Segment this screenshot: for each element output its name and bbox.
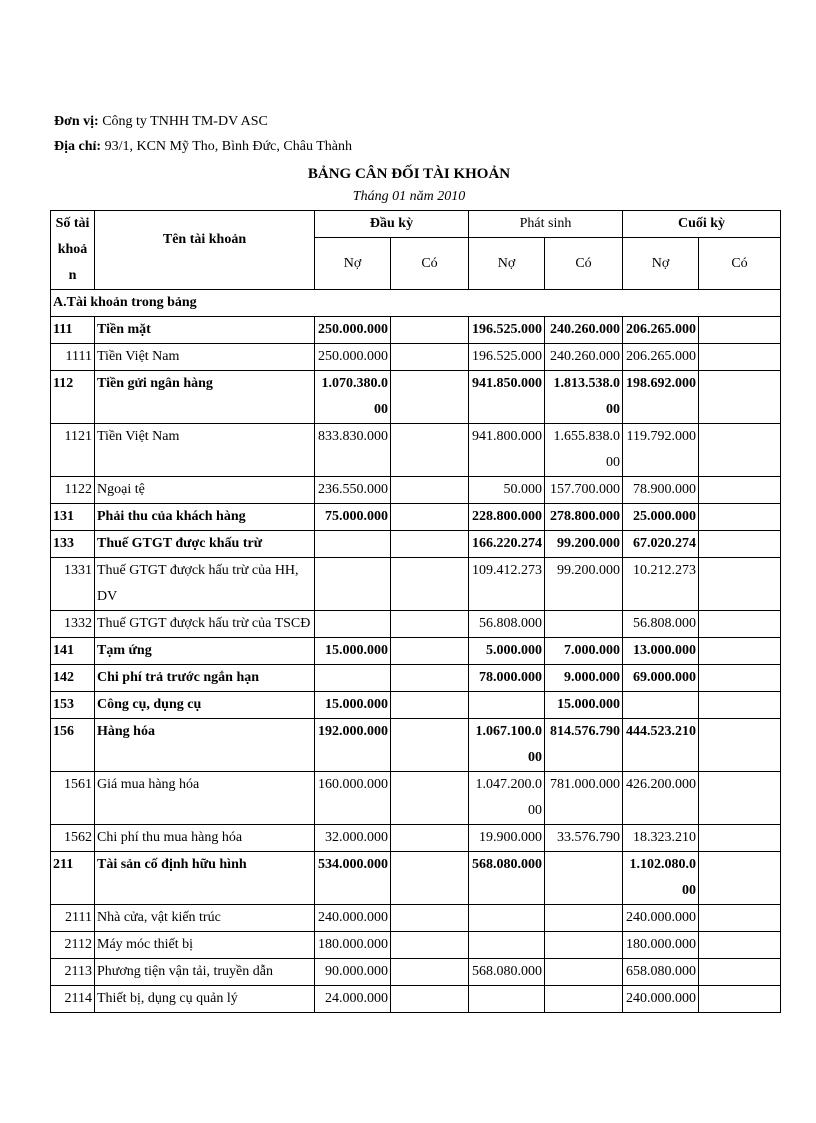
account-name: Tiền Việt Nam	[95, 344, 315, 371]
closing-credit	[699, 852, 781, 905]
account-name: Chi phí thu mua hàng hóa	[95, 825, 315, 852]
opening-credit	[391, 344, 469, 371]
opening-credit	[391, 719, 469, 772]
account-code: 141	[51, 638, 95, 665]
movement-debit: 941.800.000	[469, 424, 545, 477]
account-name: Tiền gửi ngân hàng	[95, 371, 315, 424]
closing-debit: 25.000.000	[623, 504, 699, 531]
closing-credit	[699, 371, 781, 424]
opening-debit: 236.550.000	[315, 477, 391, 504]
account-name: Thiết bị, dụng cụ quản lý	[95, 986, 315, 1013]
closing-credit	[699, 665, 781, 692]
account-name: Công cụ, dụng cụ	[95, 692, 315, 719]
movement-credit: 7.000.000	[545, 638, 623, 665]
closing-debit: 1.102.080.000	[623, 852, 699, 905]
movement-credit: 99.200.000	[545, 531, 623, 558]
account-code: 142	[51, 665, 95, 692]
closing-debit: 119.792.000	[623, 424, 699, 477]
opening-credit	[391, 558, 469, 611]
opening-debit: 240.000.000	[315, 905, 391, 932]
opening-credit	[391, 531, 469, 558]
account-name: Hàng hóa	[95, 719, 315, 772]
account-code: 112	[51, 371, 95, 424]
table-row	[51, 344, 781, 371]
table-row	[51, 772, 781, 825]
unit-value: Công ty TNHH TM-DV ASC	[98, 114, 268, 129]
table-row	[51, 611, 781, 638]
opening-credit-header: Có	[391, 238, 469, 290]
movement-debit: 941.850.000	[469, 371, 545, 424]
table-row	[51, 558, 781, 611]
closing-credit	[699, 692, 781, 719]
opening-credit	[391, 986, 469, 1013]
movement-debit: 568.080.000	[469, 959, 545, 986]
group-opening-header: Đầu kỳ	[315, 211, 469, 238]
opening-credit	[391, 371, 469, 424]
movement-credit	[545, 611, 623, 638]
account-code: 1331	[51, 558, 95, 611]
closing-debit: 67.020.274	[623, 531, 699, 558]
address-label: Địa chỉ:	[54, 139, 102, 154]
account-code: 2112	[51, 932, 95, 959]
table-row	[51, 638, 781, 665]
section-a-heading: A.Tài khoản trong bảng	[51, 290, 781, 317]
opening-debit: 250.000.000	[315, 317, 391, 344]
table-row	[51, 424, 781, 477]
opening-debit: 90.000.000	[315, 959, 391, 986]
closing-debit: 56.808.000	[623, 611, 699, 638]
opening-credit	[391, 638, 469, 665]
opening-debit: 160.000.000	[315, 772, 391, 825]
movement-debit: 109.412.273	[469, 558, 545, 611]
movement-credit	[545, 959, 623, 986]
closing-debit: 444.523.210	[623, 719, 699, 772]
account-name: Phải thu của khách hàng	[95, 504, 315, 531]
account-code: 2113	[51, 959, 95, 986]
account-code: 211	[51, 852, 95, 905]
col-name-header: Tên tài khoản	[95, 211, 315, 290]
movement-debit: 1.047.200.000	[469, 772, 545, 825]
closing-credit	[699, 638, 781, 665]
closing-debit: 206.265.000	[623, 317, 699, 344]
opening-debit	[315, 665, 391, 692]
account-name: Tiền Việt Nam	[95, 424, 315, 477]
col-code-header: Số tài khoả n	[51, 211, 95, 290]
table-row	[51, 905, 781, 932]
table-row	[51, 932, 781, 959]
closing-credit	[699, 477, 781, 504]
movement-credit: 781.000.000	[545, 772, 623, 825]
movement-credit	[545, 852, 623, 905]
opening-debit: 75.000.000	[315, 504, 391, 531]
account-code: 1332	[51, 611, 95, 638]
closing-credit	[699, 611, 781, 638]
table-row	[51, 852, 781, 905]
account-code: 1111	[51, 344, 95, 371]
movement-credit: 99.200.000	[545, 558, 623, 611]
opening-debit	[315, 611, 391, 638]
opening-debit-header: Nợ	[315, 238, 391, 290]
closing-credit	[699, 825, 781, 852]
movement-credit: 33.576.790	[545, 825, 623, 852]
account-code: 133	[51, 531, 95, 558]
table-row	[51, 959, 781, 986]
closing-credit	[699, 424, 781, 477]
movement-credit: 9.000.000	[545, 665, 623, 692]
account-name: Tiền mặt	[95, 317, 315, 344]
opening-debit: 180.000.000	[315, 932, 391, 959]
movement-credit: 157.700.000	[545, 477, 623, 504]
closing-credit	[699, 772, 781, 825]
closing-debit: 18.323.210	[623, 825, 699, 852]
opening-credit	[391, 905, 469, 932]
balance-table	[50, 210, 781, 1013]
movement-credit: 814.576.790	[545, 719, 623, 772]
movement-debit: 5.000.000	[469, 638, 545, 665]
movement-debit: 166.220.274	[469, 531, 545, 558]
movement-credit	[545, 986, 623, 1013]
opening-credit	[391, 424, 469, 477]
table-row	[51, 825, 781, 852]
account-code: 111	[51, 317, 95, 344]
closing-credit	[699, 959, 781, 986]
movement-debit: 196.525.000	[469, 344, 545, 371]
closing-credit	[699, 531, 781, 558]
account-name: Máy móc thiết bị	[95, 932, 315, 959]
address-value: 93/1, KCN Mỹ Tho, Bình Đức, Châu Thành	[101, 139, 352, 154]
table-row	[51, 986, 781, 1013]
account-code: 1121	[51, 424, 95, 477]
account-name: Chi phí trả trước ngắn hạn	[95, 665, 315, 692]
opening-credit	[391, 959, 469, 986]
closing-debit: 69.000.000	[623, 665, 699, 692]
movement-debit: 50.000	[469, 477, 545, 504]
movement-credit: 15.000.000	[545, 692, 623, 719]
account-name: Nhà cửa, vật kiến trúc	[95, 905, 315, 932]
movement-debit	[469, 692, 545, 719]
opening-credit	[391, 665, 469, 692]
unit-label: Đơn vị:	[54, 114, 99, 129]
table-row	[51, 665, 781, 692]
movement-debit	[469, 905, 545, 932]
movement-debit	[469, 932, 545, 959]
opening-credit	[391, 477, 469, 504]
account-code: 1561	[51, 772, 95, 825]
closing-debit	[623, 692, 699, 719]
opening-debit: 24.000.000	[315, 986, 391, 1013]
account-code: 2114	[51, 986, 95, 1013]
movement-debit	[469, 986, 545, 1013]
closing-credit	[699, 719, 781, 772]
account-code: 131	[51, 504, 95, 531]
movement-credit: 240.260.000	[545, 317, 623, 344]
closing-credit	[699, 986, 781, 1013]
closing-debit: 426.200.000	[623, 772, 699, 825]
closing-debit: 206.265.000	[623, 344, 699, 371]
movement-debit: 196.525.000	[469, 317, 545, 344]
closing-debit: 240.000.000	[623, 905, 699, 932]
account-name: Giá mua hàng hóa	[95, 772, 315, 825]
movement-debit: 78.000.000	[469, 665, 545, 692]
table-row	[51, 317, 781, 344]
closing-debit: 10.212.273	[623, 558, 699, 611]
opening-debit	[315, 558, 391, 611]
account-name: Ngoại tệ	[95, 477, 315, 504]
table-row	[51, 692, 781, 719]
opening-debit: 15.000.000	[315, 692, 391, 719]
movement-credit	[545, 905, 623, 932]
opening-debit	[315, 531, 391, 558]
account-code: 1562	[51, 825, 95, 852]
document-title: BẢNG CÂN ĐỐI TÀI KHOẢN	[307, 166, 511, 182]
opening-credit	[391, 772, 469, 825]
group-movement-header: Phát sinh	[469, 211, 623, 238]
opening-credit	[391, 317, 469, 344]
opening-credit	[391, 504, 469, 531]
movement-debit: 568.080.000	[469, 852, 545, 905]
opening-debit: 250.000.000	[315, 344, 391, 371]
account-name: Phương tiện vận tải, truyền dẫn	[95, 959, 315, 986]
movement-debit: 56.808.000	[469, 611, 545, 638]
account-code: 2111	[51, 905, 95, 932]
closing-debit-header: Nợ	[623, 238, 699, 290]
account-name: Thuế GTGT đượck hấu trừ của HH, DV	[95, 558, 315, 611]
account-name: Tài sản cố định hữu hình	[95, 852, 315, 905]
opening-debit: 192.000.000	[315, 719, 391, 772]
closing-credit	[699, 932, 781, 959]
movement-debit: 1.067.100.000	[469, 719, 545, 772]
movement-credit: 1.813.538.000	[545, 371, 623, 424]
opening-credit	[391, 692, 469, 719]
document-subtitle: Tháng 01 năm 2010	[352, 189, 466, 204]
account-name: Thuế GTGT đượck hấu trừ của TSCĐ	[95, 611, 315, 638]
closing-credit	[699, 504, 781, 531]
opening-debit: 1.070.380.000	[315, 371, 391, 424]
account-code: 1122	[51, 477, 95, 504]
group-closing-header: Cuối kỳ	[623, 211, 781, 238]
address-line	[54, 139, 352, 155]
closing-debit: 658.080.000	[623, 959, 699, 986]
movement-debit: 228.800.000	[469, 504, 545, 531]
closing-debit: 240.000.000	[623, 986, 699, 1013]
table-row	[51, 504, 781, 531]
opening-debit: 15.000.000	[315, 638, 391, 665]
movement-debit: 19.900.000	[469, 825, 545, 852]
account-code: 156	[51, 719, 95, 772]
opening-credit	[391, 825, 469, 852]
movement-credit-header: Có	[545, 238, 623, 290]
account-code: 153	[51, 692, 95, 719]
movement-debit-header: Nợ	[469, 238, 545, 290]
table-row	[51, 477, 781, 504]
opening-credit	[391, 611, 469, 638]
closing-debit: 78.900.000	[623, 477, 699, 504]
table-row	[51, 531, 781, 558]
opening-debit: 32.000.000	[315, 825, 391, 852]
movement-credit: 240.260.000	[545, 344, 623, 371]
table-row	[51, 719, 781, 772]
movement-credit: 278.800.000	[545, 504, 623, 531]
closing-credit-header: Có	[699, 238, 781, 290]
closing-debit: 198.692.000	[623, 371, 699, 424]
opening-credit	[391, 852, 469, 905]
opening-credit	[391, 932, 469, 959]
account-name: Thuế GTGT được khấu trừ	[95, 531, 315, 558]
closing-credit	[699, 344, 781, 371]
account-name: Tạm ứng	[95, 638, 315, 665]
opening-debit: 534.000.000	[315, 852, 391, 905]
closing-debit: 13.000.000	[623, 638, 699, 665]
closing-credit	[699, 558, 781, 611]
movement-credit: 1.655.838.000	[545, 424, 623, 477]
closing-credit	[699, 317, 781, 344]
movement-credit	[545, 932, 623, 959]
table-row	[51, 371, 781, 424]
closing-credit	[699, 905, 781, 932]
closing-debit: 180.000.000	[623, 932, 699, 959]
unit-line	[54, 114, 268, 130]
opening-debit: 833.830.000	[315, 424, 391, 477]
